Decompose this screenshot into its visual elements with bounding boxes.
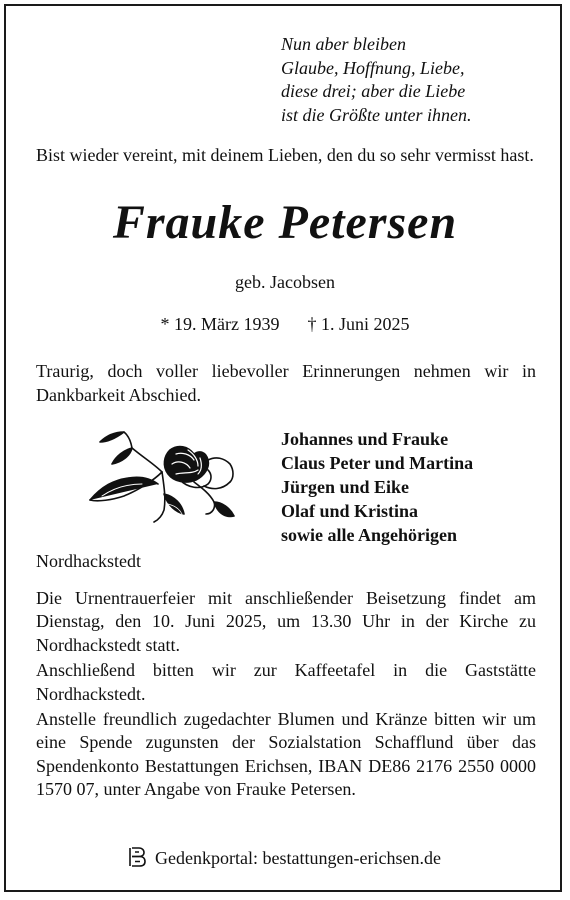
donation-paragraph: Anstelle freundlich zugedachter Blumen und Kränze bitten wir um eine Spende zugunsten der Sozialstation Schafflund über das Spendenkonto Bestattungen Erichsen, IBAN DE86 2176 2550 0000 1570 07, unter Angabe von Frauke Petersen. bbox=[36, 709, 536, 800]
funeral-home-logo-icon bbox=[129, 846, 147, 868]
service-paragraph: Die Urnentrauerfeier mit anschließender Beisetzung findet am Dienstag, den 10. Juni 2025, um 13.30 Uhr in der Kirche zu Nordhackstedt statt. bbox=[36, 588, 536, 655]
rose-icon bbox=[84, 424, 242, 524]
birth-date: * 19. März 1939 bbox=[160, 314, 280, 334]
family-member: Jürgen und Eike bbox=[281, 477, 410, 497]
memorial-portal-footer bbox=[0, 846, 570, 870]
maiden-name: geb. Jacobsen bbox=[235, 272, 335, 292]
death-date: † 1. Juni 2025 bbox=[307, 314, 410, 334]
place-name: Nordhackstedt bbox=[36, 551, 141, 571]
farewell-text: Traurig, doch voller liebevoller Erinnerungen nehmen wir in Dankbarkeit Abschied. bbox=[36, 361, 536, 405]
family-member: Johannes und Frauke bbox=[281, 429, 449, 449]
family-member: Claus Peter und Martina bbox=[281, 453, 474, 473]
verse-line: ist die Größte unter ihnen. bbox=[281, 104, 472, 125]
life-dates bbox=[0, 313, 570, 335]
bible-verse bbox=[281, 33, 471, 127]
family-member: Olaf und Kristina bbox=[281, 501, 419, 521]
coffee-paragraph: Anschließend bitten wir zur Kaffeetafel in die Gaststätte Nordhackstedt. bbox=[36, 660, 536, 704]
family-member: sowie alle Angehörigen bbox=[281, 525, 457, 545]
verse-line: Nun aber bleiben bbox=[281, 34, 406, 54]
portal-link[interactable]: Gedenkportal: bestattungen-erichsen.de bbox=[155, 848, 441, 868]
family-signatures bbox=[281, 427, 473, 547]
intro-text: Bist wieder vereint, mit deinem Lieben, den du so sehr vermisst hast. bbox=[36, 145, 534, 165]
verse-line: diese drei; aber die Liebe bbox=[281, 81, 466, 101]
deceased-name: Frauke Petersen bbox=[112, 196, 458, 249]
verse-line: Glaube, Hoffnung, Liebe, bbox=[281, 57, 465, 78]
service-details bbox=[36, 587, 536, 804]
